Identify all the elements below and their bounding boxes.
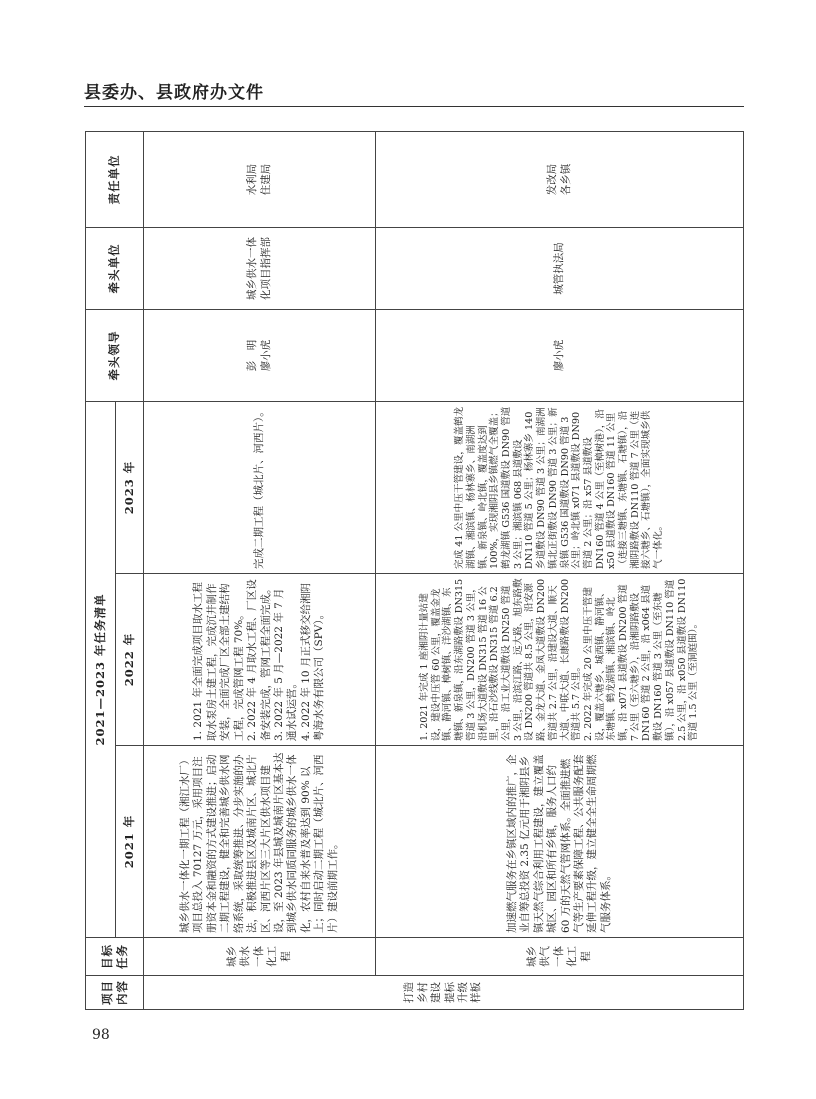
table-row (376, 131, 744, 1009)
task-list-table-rotated (85, 132, 743, 1010)
document-header-title: 县委办、县政府办文件 (84, 83, 264, 103)
goal-cell: 城乡供水一体化工程 (144, 938, 376, 976)
header-resp-unit: 责任单位 (86, 131, 144, 227)
task-2023-cell: 完成二期工程（城北片、河西片）。 (144, 401, 376, 573)
table-row (144, 131, 376, 1009)
header-2023: 2023 年 (116, 401, 144, 573)
lead-unit-cell: 城乡供水一体化项目指挥部 (144, 227, 376, 309)
header-divider (84, 106, 744, 107)
header-2021: 2021 年 (116, 746, 144, 938)
task-2023-cell: 完成 41 公里中压干管建设，覆盖鹤龙湖镇、湘滨镇、杨林寨乡、南湖洲镇、新泉镇、岭北镇，覆盖度达到 100%，实现湘阴县乡镇燃气全覆盖；鹤龙湖镇 G536 国道敷设 DN90 管道 3 公里；湘滨镇 068 县道敷设 DN110 管道 5 公里；杨林寨乡 140 乡道敷设 DN90 管道 3 公里；南湖洲镇北正街敷设 DN90 管道 3 公里；新泉镇 G536 国道敷设 DN90 管道 3 公里；岭北镇 x071 县道敷设 DN90 管道 2 公里；沿 x57 县道敷设 DN160 管道 4 公里（至樟树港），沿 x50 县道敷设 DN160 管道 11 公里（连接三塘镇、东塘镇、石塘镇），沿湘阴路敷设 DN110 管道 7 公里（连接六塘乡、石塘镇），全面实现城乡供气一体化。 (376, 401, 744, 573)
resp-unit-cell: 发改局 各乡镇 (376, 131, 744, 227)
lead-unit-cell: 城管执法局 (376, 227, 744, 309)
resp-unit-cell: 水利局 住建局 (144, 131, 376, 227)
header-task-span: 2021—2023 年任务清单 (86, 401, 116, 937)
task-list-table (85, 131, 744, 1010)
task-2022-cell: 1. 2021 年完成 1 座湘阴计量站建设，建设中压管 60 公里，覆盖金龙镇、静河镇、樟树镇、洋沙湖镇、东塘镇、新泉镇，沿东湖路敷设 DN315 管道 3 公里，DN200 管道 3 公里，沿机场大道敷设 DN315 管道 16 公里，沿石沙线敷设 DN315 管道 6.2 公里，沿工业大道敷设 DN250 管道 3 公里，沿滨江路、远大路、旭东路敷设 DN200 管道共 8.5 公里，沿安源路、金龙大道、金凤大道敷设 DN200 管道共 2.7 公里，沿建设大道、顺天大道、中联大道、长康路敷设 DN200 管道共 5.7 公里。 2. 2022 年完成 20 公里中压干管建设，覆盖六塘乡、城西镇、静河镇、东塘镇、鹤龙湖镇、湘滨镇、岭北镇，沿 x071 县道敷设 DN200 管道 7 公里（至六塘乡），沿湘阴路敷设 DN160 管道 2 公里，沿 x064 县道敷设 DN160 管道 3 公里（至东塘镇），沿 x057 县道敷设 DN110 管道 2.5 公里，沿 x050 县道敷设 DN110 管道 1.5 公里（至洞庭围）。 (376, 574, 744, 746)
task-2022-cell: 1. 2021 年全面完成项目取水工程取水泵房土建工程，完成沉井制作安装，全面完成厂区全部土建结构工程，完成管网工程 70%。 2. 2022 年 4 月取水工程、厂区设备安装完成，管网工程全面完成。 3. 2022 年 5 月—2022 年 7 月通水试运营。 4. 2022 年 10 月正式移交给湘阴粤海水务有限公司（SPV）。 (144, 574, 376, 746)
goal-cell: 城乡供气一体化工程 (376, 938, 744, 976)
leader-cell: 彭 明 廖小虎 (144, 309, 376, 401)
header-project: 项目内容 (86, 976, 144, 1010)
page-number: 98 (92, 1027, 110, 1043)
header-lead-unit: 牵头单位 (86, 227, 144, 309)
header-goal: 目标任务 (86, 938, 144, 976)
task-2021-cell: 加速燃气服务在乡镇区域内的推广，企业自筹总投资 2.35 亿元用于湘阴县乡镇天然气综合利用工程建设，建立覆盖城区、园区和所有乡镇，服务人口约 60 万的天然气管网体系。全面推进燃气等生产要素保障工程、公共服务配套延伸工程升级，建立健全全生命周期燃气服务体系。 (376, 746, 744, 938)
header-2022: 2022 年 (116, 574, 144, 746)
leader-cell: 廖小虎 (376, 309, 744, 401)
task-2021-cell: 城乡供水一体化一期工程（湘江水厂）项目总投入 70127 万元，采用项目注册资本金和融资的方式建设推进；启动二期工程建设，健全和完善城乡供水网络系统，采取统筹推进、分步实施的办法，积极推进县区及城南片区、城北片区、河西片区等三大片区供水项目建设，至 2023 年县城及城南片区基本达到城乡供水同质同服务的城乡供水一体化，农村自来水普及率达到 90% 以上；同时启动二期工程（城北片、河西片）建设前期工作。 (144, 746, 376, 938)
project-cell: 打造乡村建设提标升级样板 (144, 976, 744, 1010)
header-leader: 牵头领导 (86, 309, 144, 401)
